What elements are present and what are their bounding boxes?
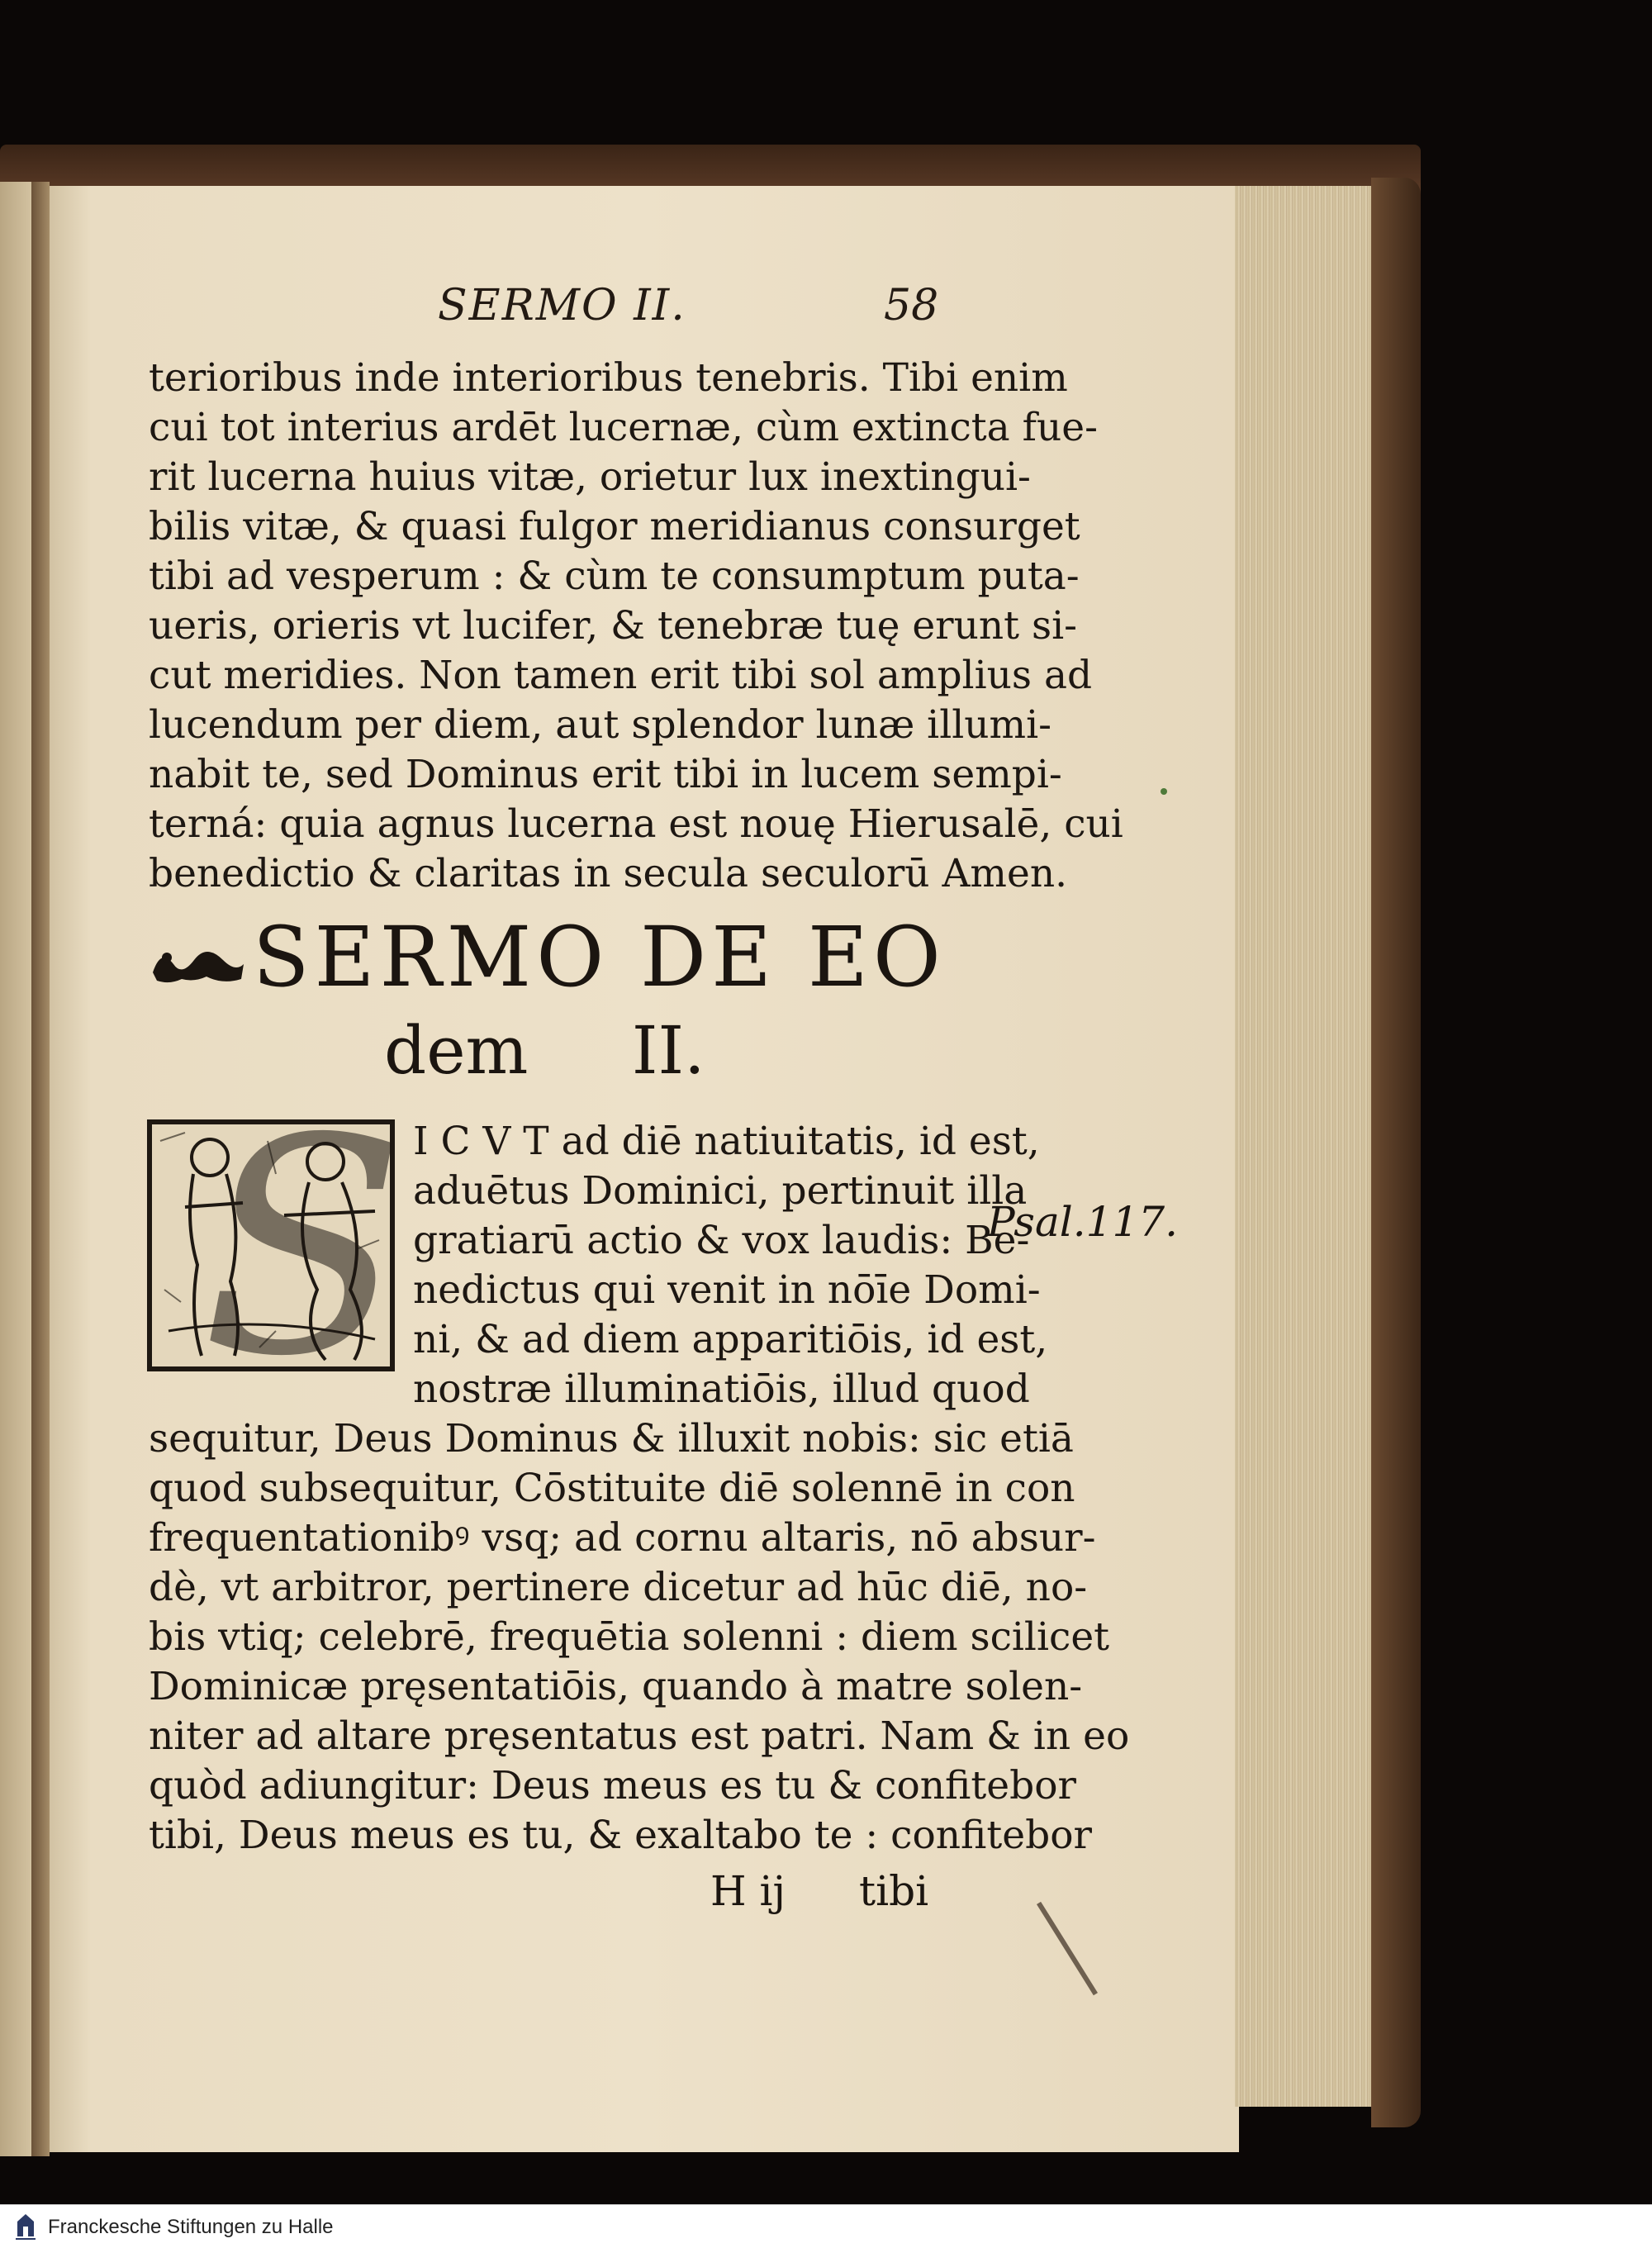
book-cover-edge xyxy=(1371,178,1421,2127)
text-line: tibi ad vesperum : & cùm te consumptum puta- xyxy=(149,554,1080,599)
heading-line-1: SERMO DE EO xyxy=(253,909,946,1005)
text-line: nostræ illuminatiōis, illud quod xyxy=(413,1366,1030,1412)
text-line: ueris, orieris vt lucifer, & tenebræ tuę erunt si- xyxy=(149,603,1078,649)
text-line: sequitur, Deus Dominus & illuxit nobis: sic etiā xyxy=(149,1416,1074,1461)
text-line: cut meridies. Non tamen erit tibi sol amplius ad xyxy=(149,653,1093,698)
text-line: gratiarū actio & vox laudis: Be- xyxy=(413,1218,1030,1263)
text-line: bis vtiq; celebrē, frequētia solenni : diem scilicet xyxy=(149,1614,1110,1660)
signature-mark: H ij xyxy=(710,1867,786,1915)
text-line: terná: quia agnus lucerna est nouę Hierusalē, cui xyxy=(149,801,1123,847)
text-line: ni, & ad diem apparitiōis, id est, xyxy=(413,1317,1048,1362)
text-line: terioribus inde interioribus tenebris. Tibi enim xyxy=(149,355,1068,401)
text-line: nabit te, sed Dominus erit tibi in lucem sempi- xyxy=(149,752,1062,797)
text-line: bilis vitæ, & quasi fulgor meridianus consurget xyxy=(149,504,1080,549)
text-line: I C V T ad diē natiuitatis, id est, xyxy=(413,1119,1040,1164)
text-line: niter ad altare pręsentatus est patri. Nam & in eo xyxy=(149,1713,1130,1759)
heading-word-dem: dem xyxy=(384,1012,529,1089)
woodcut-initial-image xyxy=(147,1075,406,1421)
text-line: nedictus qui venit in nōīe Domi- xyxy=(413,1267,1041,1313)
catchword: tibi xyxy=(859,1867,929,1915)
text-line: Dominicæ pręsentatiōis, quando à matre solen- xyxy=(149,1664,1083,1709)
text-line: dè, vt arbitror, pertinere dicetur ad hūc diē, no- xyxy=(149,1565,1088,1610)
section-heading-line-2 xyxy=(384,1012,705,1089)
page-number: 58 xyxy=(884,281,939,330)
footer-bar xyxy=(0,2204,1652,2248)
heading-numeral: II. xyxy=(631,1012,705,1089)
paper-speck xyxy=(1161,788,1167,795)
page-block-edge xyxy=(1235,186,1384,2107)
section-heading xyxy=(149,909,975,1005)
running-title: SERMO II. xyxy=(438,281,686,330)
text-line: benedictio & claritas in secula seculorū Amen. xyxy=(149,851,1068,896)
text-line: rit lucerna huius vitæ, orietur lux inextingui- xyxy=(149,454,1031,500)
institution-name: Franckesche Stiftungen zu Halle xyxy=(48,2216,334,2238)
initial-letter: S xyxy=(202,1075,406,1421)
text-line: tibi, Deus meus es tu, & exaltabo te : confitebor xyxy=(149,1813,1092,1858)
text-line: aduētus Dominici, pertinuit illa xyxy=(413,1168,1028,1214)
marginal-reference: Psal.117. xyxy=(987,1198,1178,1246)
text-line: frequentationibꝰ vsq; ad cornu altaris, nō absur- xyxy=(149,1515,1096,1561)
text-line: quòd adiungitur: Deus meus es tu & confitebor xyxy=(149,1763,1076,1808)
text-line: cui tot interius ardēt lucernæ, cùm extincta fue- xyxy=(149,405,1098,450)
franckesche-logo-icon xyxy=(12,2212,40,2241)
text-line: quod subsequitur, Cōstituite diē solennē in con xyxy=(149,1466,1075,1511)
text-line: lucendum per diem, aut splendor lunæ illumi- xyxy=(149,702,1052,748)
book-gutter xyxy=(31,182,50,2156)
fleuron-ornament-icon xyxy=(149,939,248,989)
